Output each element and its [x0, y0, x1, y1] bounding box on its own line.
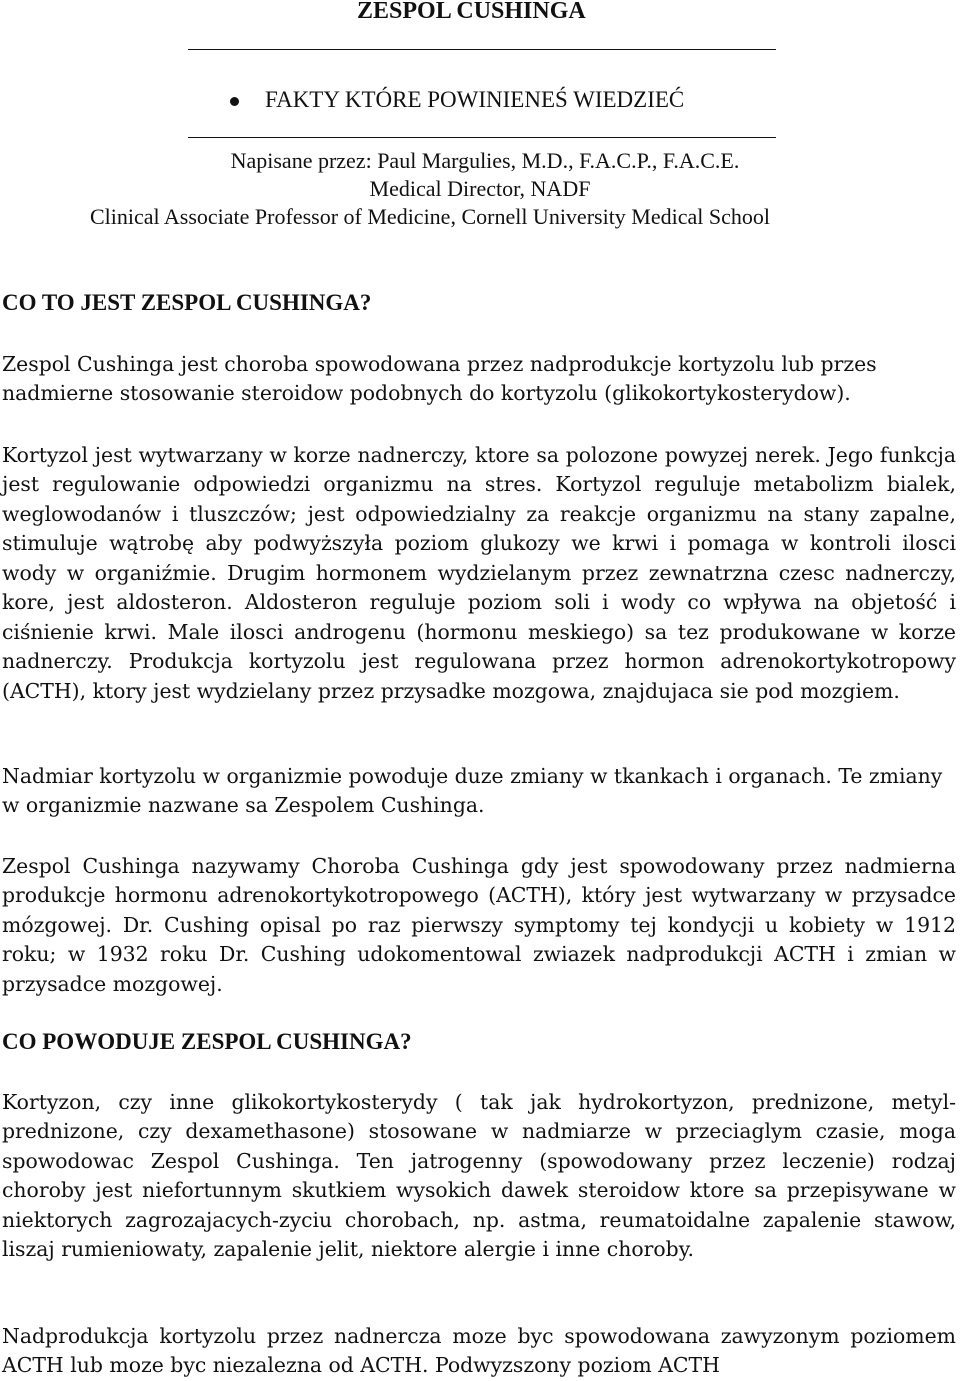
paragraph-excess-cortisol: Nadmiar kortyzolu w organizmie powoduje duze zmiany w tkankach i organach. Te zmiany w organizmie nazwane sa Zespolem Cushinga. [2, 764, 943, 818]
document-title: ZESPOL CUSHINGA [357, 0, 586, 24]
section-heading-what-is: CO TO JEST ZESPOL CUSHINGA? [2, 290, 372, 315]
bullet-underline [188, 137, 776, 138]
author-position: Medical Director, NADF [369, 176, 591, 201]
bullet-dot-icon [230, 97, 239, 106]
paragraph-acth: Nadprodukcja kortyzolu przez nadnercza moze byc spowodowana zawyzonym poziomem ACTH lub moze byc niezalezna od ACTH. Podwyzszony poziom ACTH [2, 1324, 956, 1378]
paragraph-cushing-disease: Zespol Cushinga nazywamy Choroba Cushinga gdy jest spowodowany przez nadmierna produkcje hormonu adrenokortykotropowego (ACTH), który jest wytwarzany w przysadce mózgowej. Dr. Cushing opisal po raz pierwszy symptomy tej kondycji u kobiety w 1912 roku; w 1932 roku Dr. Cushing udokomentowal zwiazek nadprodukcji ACTH i zmian w przysadce mozgowej. [2, 854, 956, 996]
title-underline [188, 49, 776, 50]
section-heading-causes: CO POWODUJE ZESPOL CUSHINGA? [2, 1029, 412, 1054]
paragraph-cortisol: Kortyzol jest wytwarzany w korze nadnerczy, ktore sa polozone powyzej nerek. Jego funkcja jest regulowanie odpowiedzi organizmu na stres. Kortyzol reguluje metabolizm bialek, weglowodanów i tluszczów; jest odpowiedzialny za reakcje organizmu na stany zapalne, stimuluje wątrobę aby podwyższyła poziom glukozy we krwi i pomaga w kontroli ilosci wody w organiźmie. Drugim hormonem wydzielanym przez zewnatrzna czesc nadnerczy, kore, jest aldosteron. Aldosteron reguluje poziom soli i wody co wpływa na objetość i ciśnienie krwi. Male ilosci androgenu (hormonu meskiego) sa tez produkowane w korze nadnerczy. Produkcja kortyzolu jest regulowana przez hormon adrenokortykotropowy (ACTH), ktory jest wydzielany przez przysadke mozgowa, znajdujaca sie pod mozgiem. [2, 443, 956, 703]
paragraph-definition: Zespol Cushinga jest choroba spowodowana przez nadprodukcje kortyzolu lub przes nadmierne stosowanie steroidow podobnych do kortyzolu (glikokortykosterydow). [2, 352, 877, 406]
facts-bullet: FAKTY KTÓRE POWINIENEŚ WIEDZIEĆ [265, 87, 685, 112]
author-line: Napisane przez: Paul Margulies, M.D., F.A.C.P., F.A.C.E. [230, 148, 740, 173]
paragraph-steroids: Kortyzon, czy inne glikokortykosterydy ( tak jak hydrokortyzon, prednizone, metyl-prednizone, czy dexamethasone) stosowane w nadmiarze w przeciaglym czasie, moga spowodowac Zespol Cushinga. Ten jatrogenny (spowodowany przez leczenie) rodzaj choroby jest niefortunnym skutkiem wysokich dawek steroidow ktore sa przepisywane w niektorych zagrozajacych-zyciu chorobach, np. astma, reumatoidalne zapalenie stawow, liszaj rumieniowaty, zapalenie jelit, niektore alergie i inne choroby. [2, 1090, 956, 1262]
author-affiliation: Clinical Associate Professor of Medicine, Cornell University Medical School [89, 204, 771, 229]
